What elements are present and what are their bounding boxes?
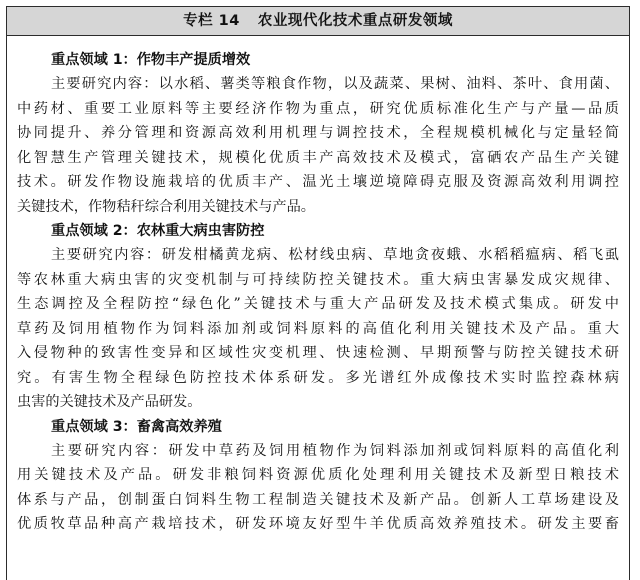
section-heading: 重点领域 3：畜禽高效养殖 (51, 418, 222, 435)
box-label: 专栏 14 (183, 13, 240, 29)
text-line: 用关键技术及产品。研发非粮饲料资源优质化处理利用关键技术及新型日粮技术 (17, 467, 619, 483)
text-line: 草药及饲用植物作为饲料添加剂或饲料原料的高值化利用关键技术及产品。重大 (17, 320, 619, 337)
text-line: 化智慧生产管理关键技术，规模化优质丰产高效技术及模式，富硒农产品生产关键 (17, 149, 619, 166)
section-heading: 重点领域 2：农林重大病虫害防控 (51, 223, 265, 239)
focus-area-2 (17, 219, 619, 415)
text-line: 主要研究内容：以水稻、薯类等粮食作物，以及蔬菜、果树、油料、茶叶、食用菌、 (51, 76, 619, 92)
section-heading: 重点领域 1：作物丰产提质增效 (51, 52, 251, 68)
focus-area-1 (17, 48, 619, 219)
text-line: 关键技术，作物秸秆综合利用关键技术与产品。 (17, 198, 315, 215)
column-box (6, 6, 630, 580)
text-line: 主要研究内容：研发中草药及饲用植物作为饲料添加剂或饲料原料的高值化利 (51, 442, 619, 459)
text-line: 等农林重大病虫害的灾变机制与可持续防控关键技术。重大病虫害暴发成灾规律、 (17, 271, 619, 288)
text-line: 优质牧草品种高产栽培技术，研发环境友好型牛羊优质高效养殖技术。研发主要畜 (17, 516, 619, 532)
text-line: 入侵物种的致害性变异和区域性灾变机理、快速检测、早期预警与防控关键技术研 (17, 345, 619, 361)
section-body (17, 439, 619, 537)
text-line: 主要研究内容：研发柑橘黄龙病、松材线虫病、草地贪夜蛾、水稻稻瘟病、稻飞虱 (51, 247, 619, 263)
box-title: 农业现代化技术重点研发领域 (257, 13, 453, 29)
text-line: 究。有害生物全程绿色防控技术体系研发。多光谱红外成像技术实时监控森林病 (17, 369, 619, 386)
box-title-bar (7, 7, 629, 36)
box-content (7, 36, 629, 537)
text-line: 协同提升、养分管理和资源高效利用机理与调控技术，全程规模机械化与定量轻简 (17, 125, 619, 141)
text-line: 中药材、重要工业原料等主要经济作物为重点，研究优质标准化生产与产量—品质 (17, 100, 619, 117)
text-line: 技术。研发作物设施栽培的优质丰产、温光土壤逆境障碍克服及资源高效利用调控 (17, 174, 619, 190)
section-body (17, 243, 619, 415)
text-line: 体系与产品，创制蛋白饲料生物工程制造关键技术及新产品。创新人工草场建设及 (17, 491, 619, 508)
focus-area-3 (17, 415, 619, 537)
section-body (17, 72, 619, 219)
text-line: 生态调控及全程防控“绿色化”关键技术与重大产品研发及技术模式集成。研发中 (17, 296, 619, 312)
text-line: 虫害的关键技术及产品研发。 (17, 394, 202, 410)
